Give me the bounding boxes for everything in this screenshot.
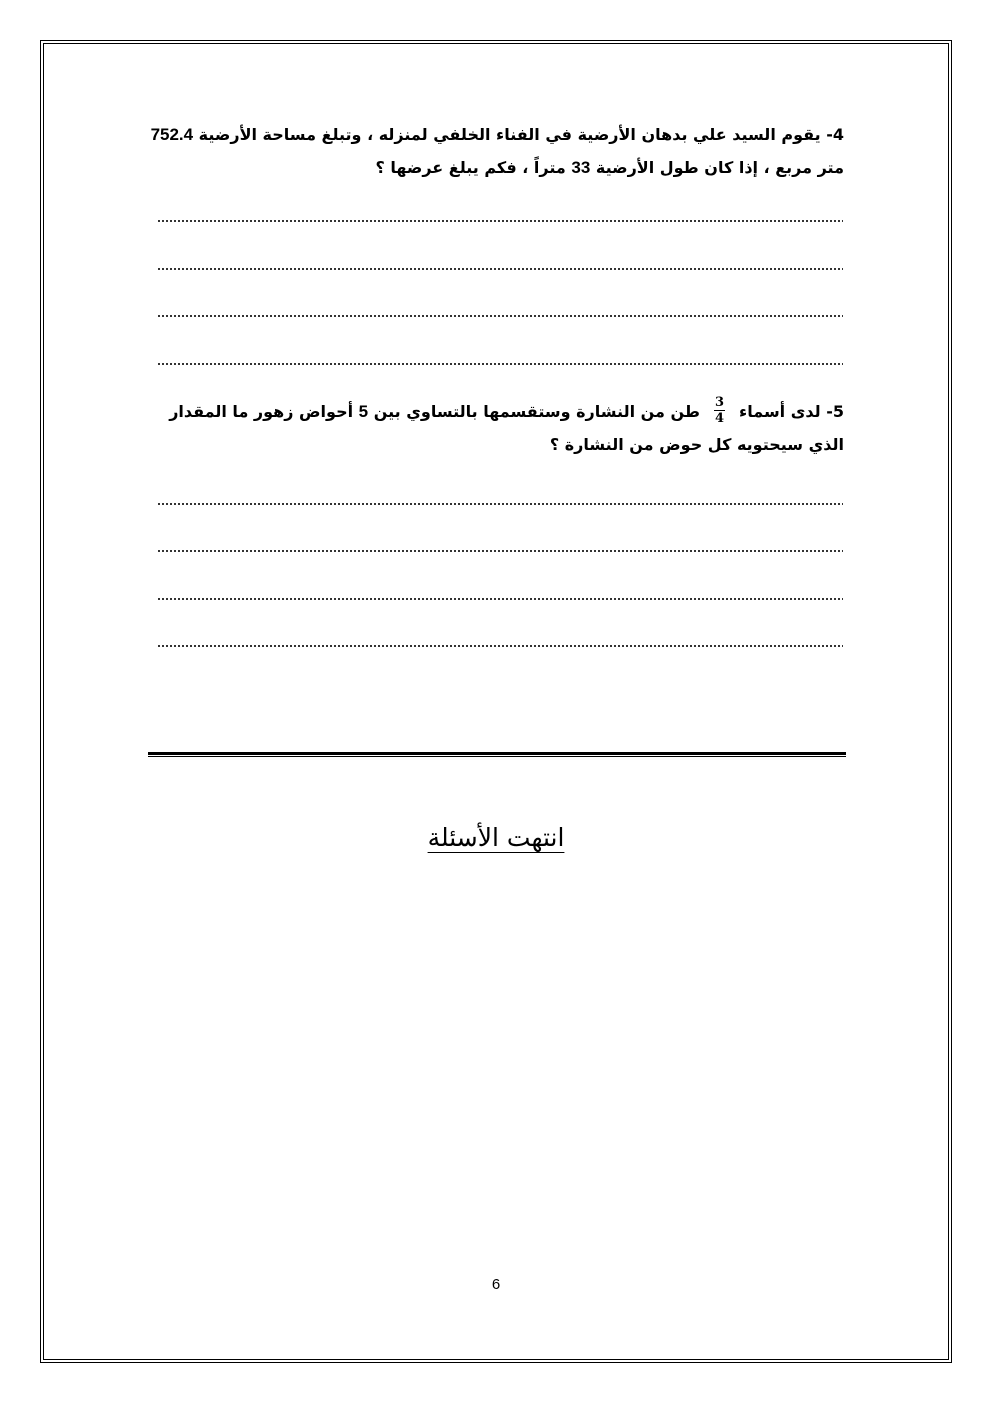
- question-4-area: 752.4: [150, 125, 194, 144]
- end-of-questions: [0, 820, 992, 856]
- page-number: 6: [491, 1276, 501, 1293]
- question-5-text-2: طن من النشارة وستقسمها بالتساوي بين: [368, 402, 700, 421]
- fraction-three-quarters: [714, 395, 725, 426]
- question-4-length: 33: [571, 158, 591, 177]
- answer-line-q4-1: [157, 218, 843, 224]
- question-5-beds: 5: [358, 402, 369, 421]
- answer-line-q4-2: [157, 266, 843, 272]
- separator-rule-thin: [148, 756, 846, 757]
- end-of-questions-text: انتهت الأسئلة: [427, 823, 565, 852]
- question-5: [150, 395, 844, 461]
- separator-rule: [148, 752, 846, 755]
- question-4-text-1: 4- يقوم السيد علي بدهان الأرضية في الفناء الخلفي لمنزله ، وتبلغ مساحة الأرضية: [193, 125, 844, 144]
- answer-line-q5-3: [157, 596, 843, 602]
- answer-line-q5-2: [157, 548, 843, 554]
- fraction-numerator: 3: [714, 395, 725, 410]
- question-5-text-1: 5- لدى أسماء: [739, 402, 844, 421]
- answer-line-q4-4: [157, 361, 843, 367]
- answer-line-q5-4: [157, 643, 843, 649]
- answer-line-q5-1: [157, 501, 843, 507]
- question-4: [150, 118, 844, 184]
- question-4-text-2: متر مربع ، إذا كان طول الأرضية: [590, 158, 844, 177]
- page-border-inner: [43, 43, 949, 1360]
- fraction-denominator: 4: [714, 411, 725, 426]
- question-5-text-3: أحواض زهور ما المقدار الذي سيحتويه كل حوض من النشارة ؟: [169, 402, 844, 454]
- question-4-text-3: متراً ، فكم يبلغ عرضها ؟: [375, 158, 572, 177]
- answer-line-q4-3: [157, 313, 843, 319]
